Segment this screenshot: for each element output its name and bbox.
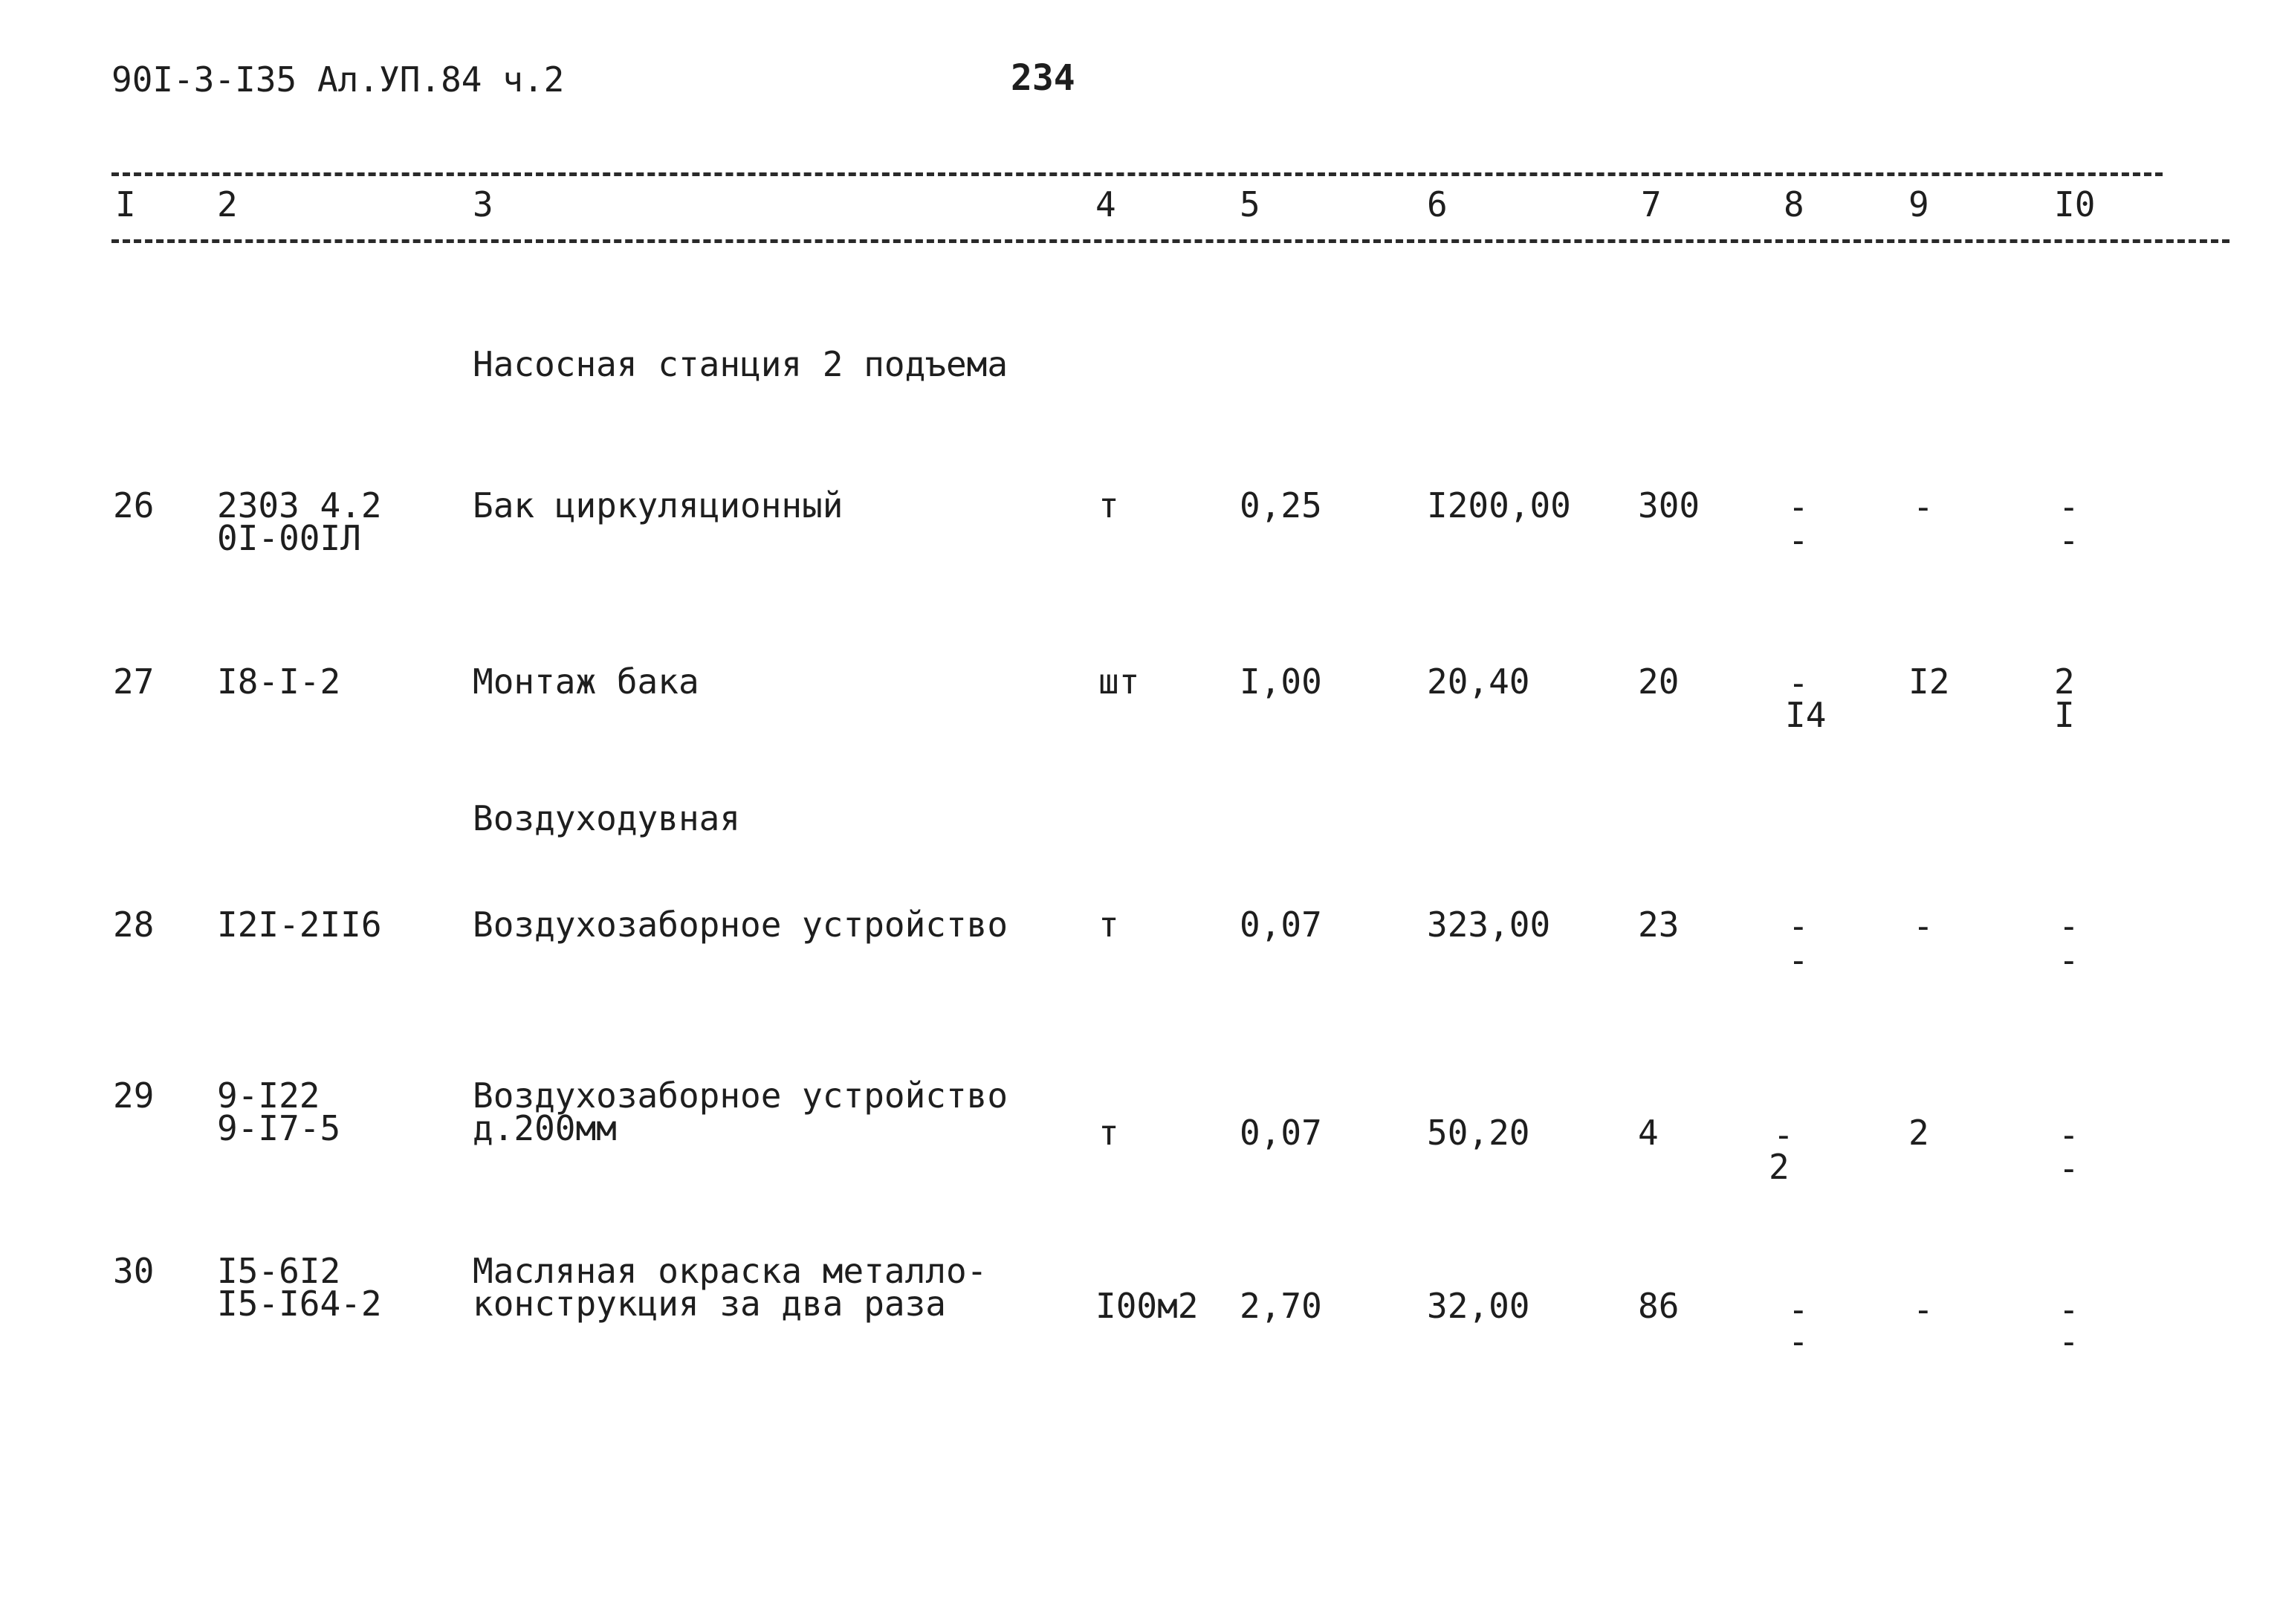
column-header-1: I [115, 184, 136, 224]
row-qty: 0,07 [1240, 905, 1322, 945]
row-number: 27 [113, 661, 155, 702]
row-col9: - [1913, 906, 1934, 946]
row-col10-bottom: I [2054, 695, 2075, 735]
row-number: 26 [113, 485, 155, 525]
column-header-9: 9 [1908, 184, 1929, 224]
section-heading-pump-station: Насосная станция 2 подъема [473, 344, 1008, 384]
row-unit: т [1098, 905, 1119, 945]
row-price: I200,00 [1427, 485, 1571, 525]
section-heading-air-blower: Воздуходувная [473, 798, 741, 838]
row-col10-top: - [2059, 906, 2079, 946]
row-name: Воздухозаборное устройство д.200мм [473, 1075, 1008, 1148]
row-col8-top: - [1773, 1115, 1794, 1155]
column-header-10: I0 [2054, 184, 2096, 224]
document-code: 90I-3-I35 Ал.УП.84 ч.2 [111, 59, 565, 100]
row-number: 30 [113, 1251, 155, 1291]
column-header-7: 7 [1641, 184, 1662, 224]
row-col10-bottom: - [2059, 1321, 2079, 1362]
row-price: 50,20 [1427, 1113, 1530, 1153]
column-header-4: 4 [1095, 184, 1116, 224]
row-price: 32,00 [1427, 1286, 1530, 1326]
row-col9: - [1913, 487, 1934, 527]
row-col8-bottom: I4 [1785, 695, 1827, 735]
row-price: 323,00 [1427, 905, 1551, 945]
column-header-3: 3 [473, 184, 493, 224]
row-code: I8-I-2 [217, 661, 341, 702]
row-qty: 0,07 [1240, 1113, 1322, 1153]
row-unit: шт [1098, 661, 1140, 702]
row-total: 300 [1638, 485, 1700, 525]
row-col8-top: - [1788, 1290, 1809, 1330]
row-col9: 2 [1908, 1113, 1929, 1153]
row-name: Масляная окраска металло- конструкция за два раза [473, 1251, 988, 1324]
page-number: 234 [1011, 57, 1075, 99]
row-col10-top: - [2059, 1290, 2079, 1330]
row-total: 4 [1638, 1113, 1659, 1153]
row-number: 29 [113, 1075, 155, 1116]
row-code: 2303 4.2 0I-00IЛ [217, 485, 382, 558]
row-col10-bottom: - [2059, 940, 2079, 980]
row-col8-top: - [1788, 487, 1809, 527]
row-col8-bottom: - [1788, 520, 1809, 560]
row-unit: т [1098, 485, 1119, 525]
row-name: Бак циркуляционный [473, 485, 843, 525]
column-header-6: 6 [1427, 184, 1448, 224]
row-number: 28 [113, 905, 155, 945]
row-qty: 0,25 [1240, 485, 1322, 525]
row-code: 9-I22 9-I7-5 [217, 1075, 341, 1148]
row-col8-bottom: - [1788, 1321, 1809, 1362]
row-col8-bottom: - [1788, 940, 1809, 980]
row-col10-top: - [2059, 487, 2079, 527]
row-col9: - [1913, 1290, 1934, 1330]
row-unit: т [1098, 1113, 1119, 1153]
row-col10-bottom: - [2059, 520, 2079, 560]
row-col10-top: - [2059, 1115, 2079, 1155]
table-header-rule [111, 239, 2229, 243]
row-code: I2I-2II6 [217, 905, 382, 945]
row-col10-bottom: - [2059, 1148, 2079, 1188]
column-header-8: 8 [1784, 184, 1804, 224]
row-col8-bottom: 2 [1769, 1147, 1790, 1187]
row-qty: I,00 [1240, 661, 1322, 702]
row-name: Монтаж бака [473, 661, 699, 702]
row-price: 20,40 [1427, 661, 1530, 702]
row-name: Воздухозаборное устройство [473, 905, 1008, 945]
column-header-2: 2 [217, 184, 238, 224]
table-top-rule [111, 172, 2163, 176]
column-header-5: 5 [1240, 184, 1260, 224]
row-unit: I00м2 [1095, 1286, 1199, 1326]
row-col8-top: - [1788, 663, 1809, 703]
row-total: 20 [1638, 661, 1680, 702]
row-total: 86 [1638, 1286, 1680, 1326]
row-col10-top: 2 [2054, 661, 2075, 702]
row-qty: 2,70 [1240, 1286, 1322, 1326]
row-code: I5-6I2 I5-I64-2 [217, 1251, 382, 1324]
row-col9: I2 [1908, 661, 1950, 702]
row-total: 23 [1638, 905, 1680, 945]
row-col8-top: - [1788, 906, 1809, 946]
